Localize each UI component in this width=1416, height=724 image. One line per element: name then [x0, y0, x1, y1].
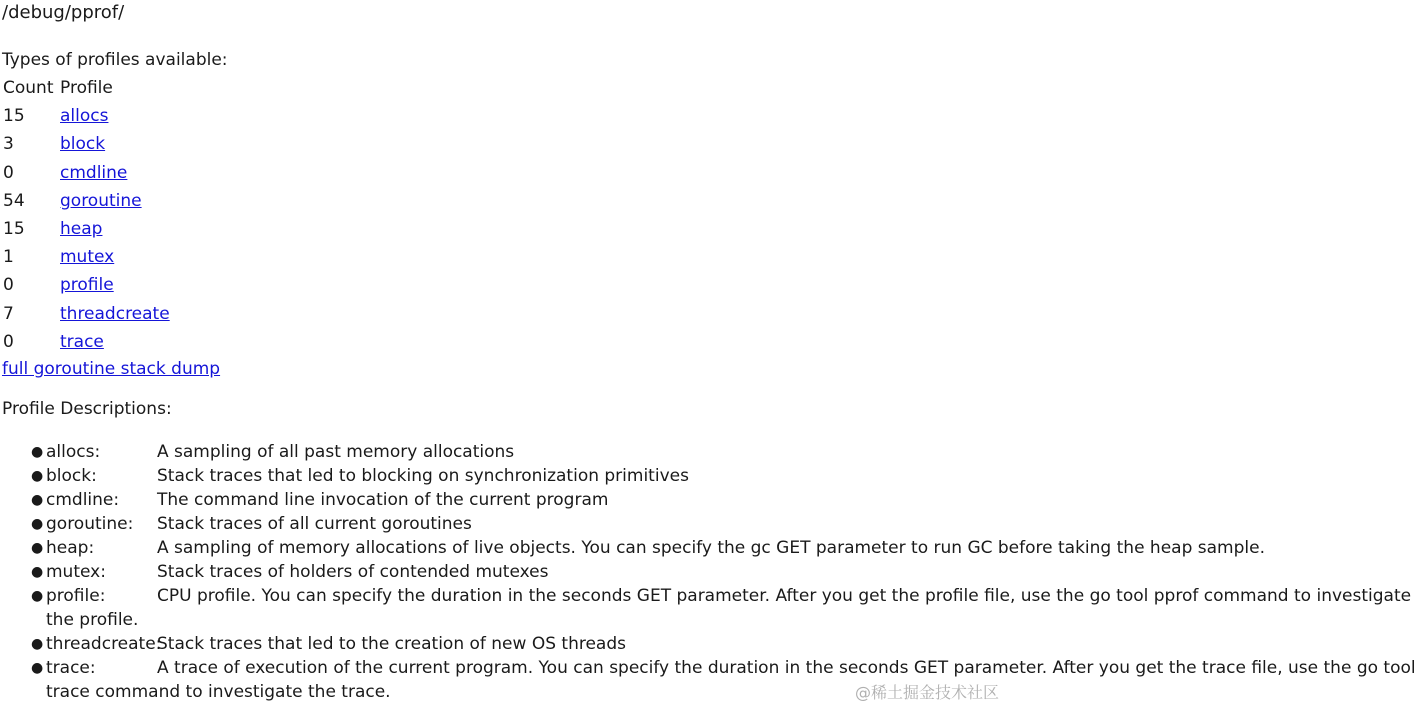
description-name: goroutine:	[46, 514, 134, 534]
count-column-header: Count	[3, 78, 54, 98]
profile-cell	[60, 105, 170, 133]
bullet-icon: ●	[31, 588, 44, 604]
profile-count: 15	[3, 218, 25, 239]
bullet-icon: ●	[31, 444, 44, 460]
profile-count: 15	[3, 106, 25, 127]
description-continuation: trace command to investigate the trace.	[46, 682, 391, 702]
bullet-icon: ●	[31, 468, 44, 484]
description-text: A sampling of all past memory allocations	[157, 442, 515, 462]
description-name: threadcreate:	[46, 634, 162, 654]
list-item	[31, 488, 1017, 512]
profiles-available-label: Types of profiles available:	[2, 50, 228, 70]
profile-cell	[60, 190, 170, 218]
list-item	[31, 536, 1265, 560]
table-row	[3, 162, 170, 190]
bullet-icon: ●	[31, 540, 44, 556]
profile-link-profile[interactable]: profile	[60, 275, 114, 296]
table-row	[3, 105, 170, 133]
profile-cell	[60, 246, 170, 274]
table-row	[3, 246, 170, 274]
description-text: Stack traces that led to the creation of new OS threads	[157, 634, 626, 654]
profile-count: 7	[3, 303, 14, 324]
profile-link-heap[interactable]: heap	[60, 218, 103, 239]
profile-cell	[60, 274, 170, 302]
table-row	[3, 133, 170, 161]
profile-cell	[60, 218, 170, 246]
profile-count: 0	[3, 162, 14, 183]
table-header-row	[3, 77, 170, 105]
description-line	[46, 656, 1416, 680]
profile-cell	[60, 162, 170, 190]
page-title: /debug/pprof/	[2, 2, 125, 23]
profile-link-trace[interactable]: trace	[60, 331, 104, 352]
profile-cell	[60, 331, 170, 359]
profile-link-mutex[interactable]: mutex	[60, 247, 115, 268]
table-row	[3, 274, 170, 302]
description-name: profile:	[46, 586, 106, 606]
description-text: Stack traces of holders of contended mutexes	[157, 562, 549, 582]
profile-link-cmdline[interactable]: cmdline	[60, 162, 128, 183]
table-row	[3, 218, 170, 246]
list-item	[31, 440, 1017, 464]
profile-link-threadcreate[interactable]: threadcreate	[60, 303, 170, 324]
bullet-icon: ●	[31, 492, 44, 508]
description-name: cmdline:	[46, 490, 120, 510]
description-text: Stack traces of all current goroutines	[157, 514, 472, 534]
description-continuation: the profile.	[46, 610, 139, 630]
profile-count: 3	[3, 134, 14, 155]
description-text: Stack traces that led to blocking on synchronization primitives	[157, 466, 689, 486]
list-item	[31, 512, 1017, 536]
description-text: CPU profile. You can specify the duration in the seconds GET parameter. After you get the profile file, use the go tool pprof command to investigate	[157, 586, 1412, 606]
description-text: A trace of execution of the current program. You can specify the duration in the seconds GET parameter. After you get the trace file, use the go tool	[157, 658, 1416, 678]
profile-link-allocs[interactable]: allocs	[60, 106, 109, 127]
bullet-icon: ●	[31, 564, 44, 580]
profile-column-header: Profile	[60, 78, 113, 98]
description-text: The command line invocation of the current program	[157, 490, 609, 510]
profile-count: 54	[3, 190, 25, 211]
list-item	[31, 464, 1017, 488]
description-name: heap:	[46, 538, 95, 558]
profiles-table	[3, 77, 170, 359]
bullet-icon: ●	[31, 636, 44, 652]
profile-cell	[60, 303, 170, 331]
profile-count: 0	[3, 331, 14, 352]
profile-count: 0	[3, 275, 14, 296]
full-goroutine-dump-link[interactable]: full goroutine stack dump	[2, 359, 221, 379]
descriptions-heading: Profile Descriptions:	[2, 399, 172, 419]
description-name: allocs:	[46, 442, 101, 462]
bullet-icon: ●	[31, 516, 44, 532]
table-row	[3, 190, 170, 218]
list-item	[31, 632, 1017, 656]
description-line	[46, 584, 1412, 608]
list-item	[31, 560, 1017, 584]
bullet-icon: ●	[31, 660, 44, 676]
profile-cell	[60, 133, 170, 161]
description-text: A sampling of memory allocations of live objects. You can specify the gc GET parameter to run GC before taking the heap sample.	[157, 538, 1265, 558]
table-row	[3, 303, 170, 331]
watermark: @稀土掘金技术社区	[854, 683, 999, 702]
profile-count: 1	[3, 247, 14, 268]
profile-link-goroutine[interactable]: goroutine	[60, 190, 142, 211]
profile-link-block[interactable]: block	[60, 134, 106, 155]
table-row	[3, 331, 170, 359]
description-name: trace:	[46, 658, 96, 678]
descriptions-list	[0, 440, 1416, 704]
description-name: mutex:	[46, 562, 106, 582]
description-name: block:	[46, 466, 97, 486]
list-item	[31, 584, 1412, 632]
